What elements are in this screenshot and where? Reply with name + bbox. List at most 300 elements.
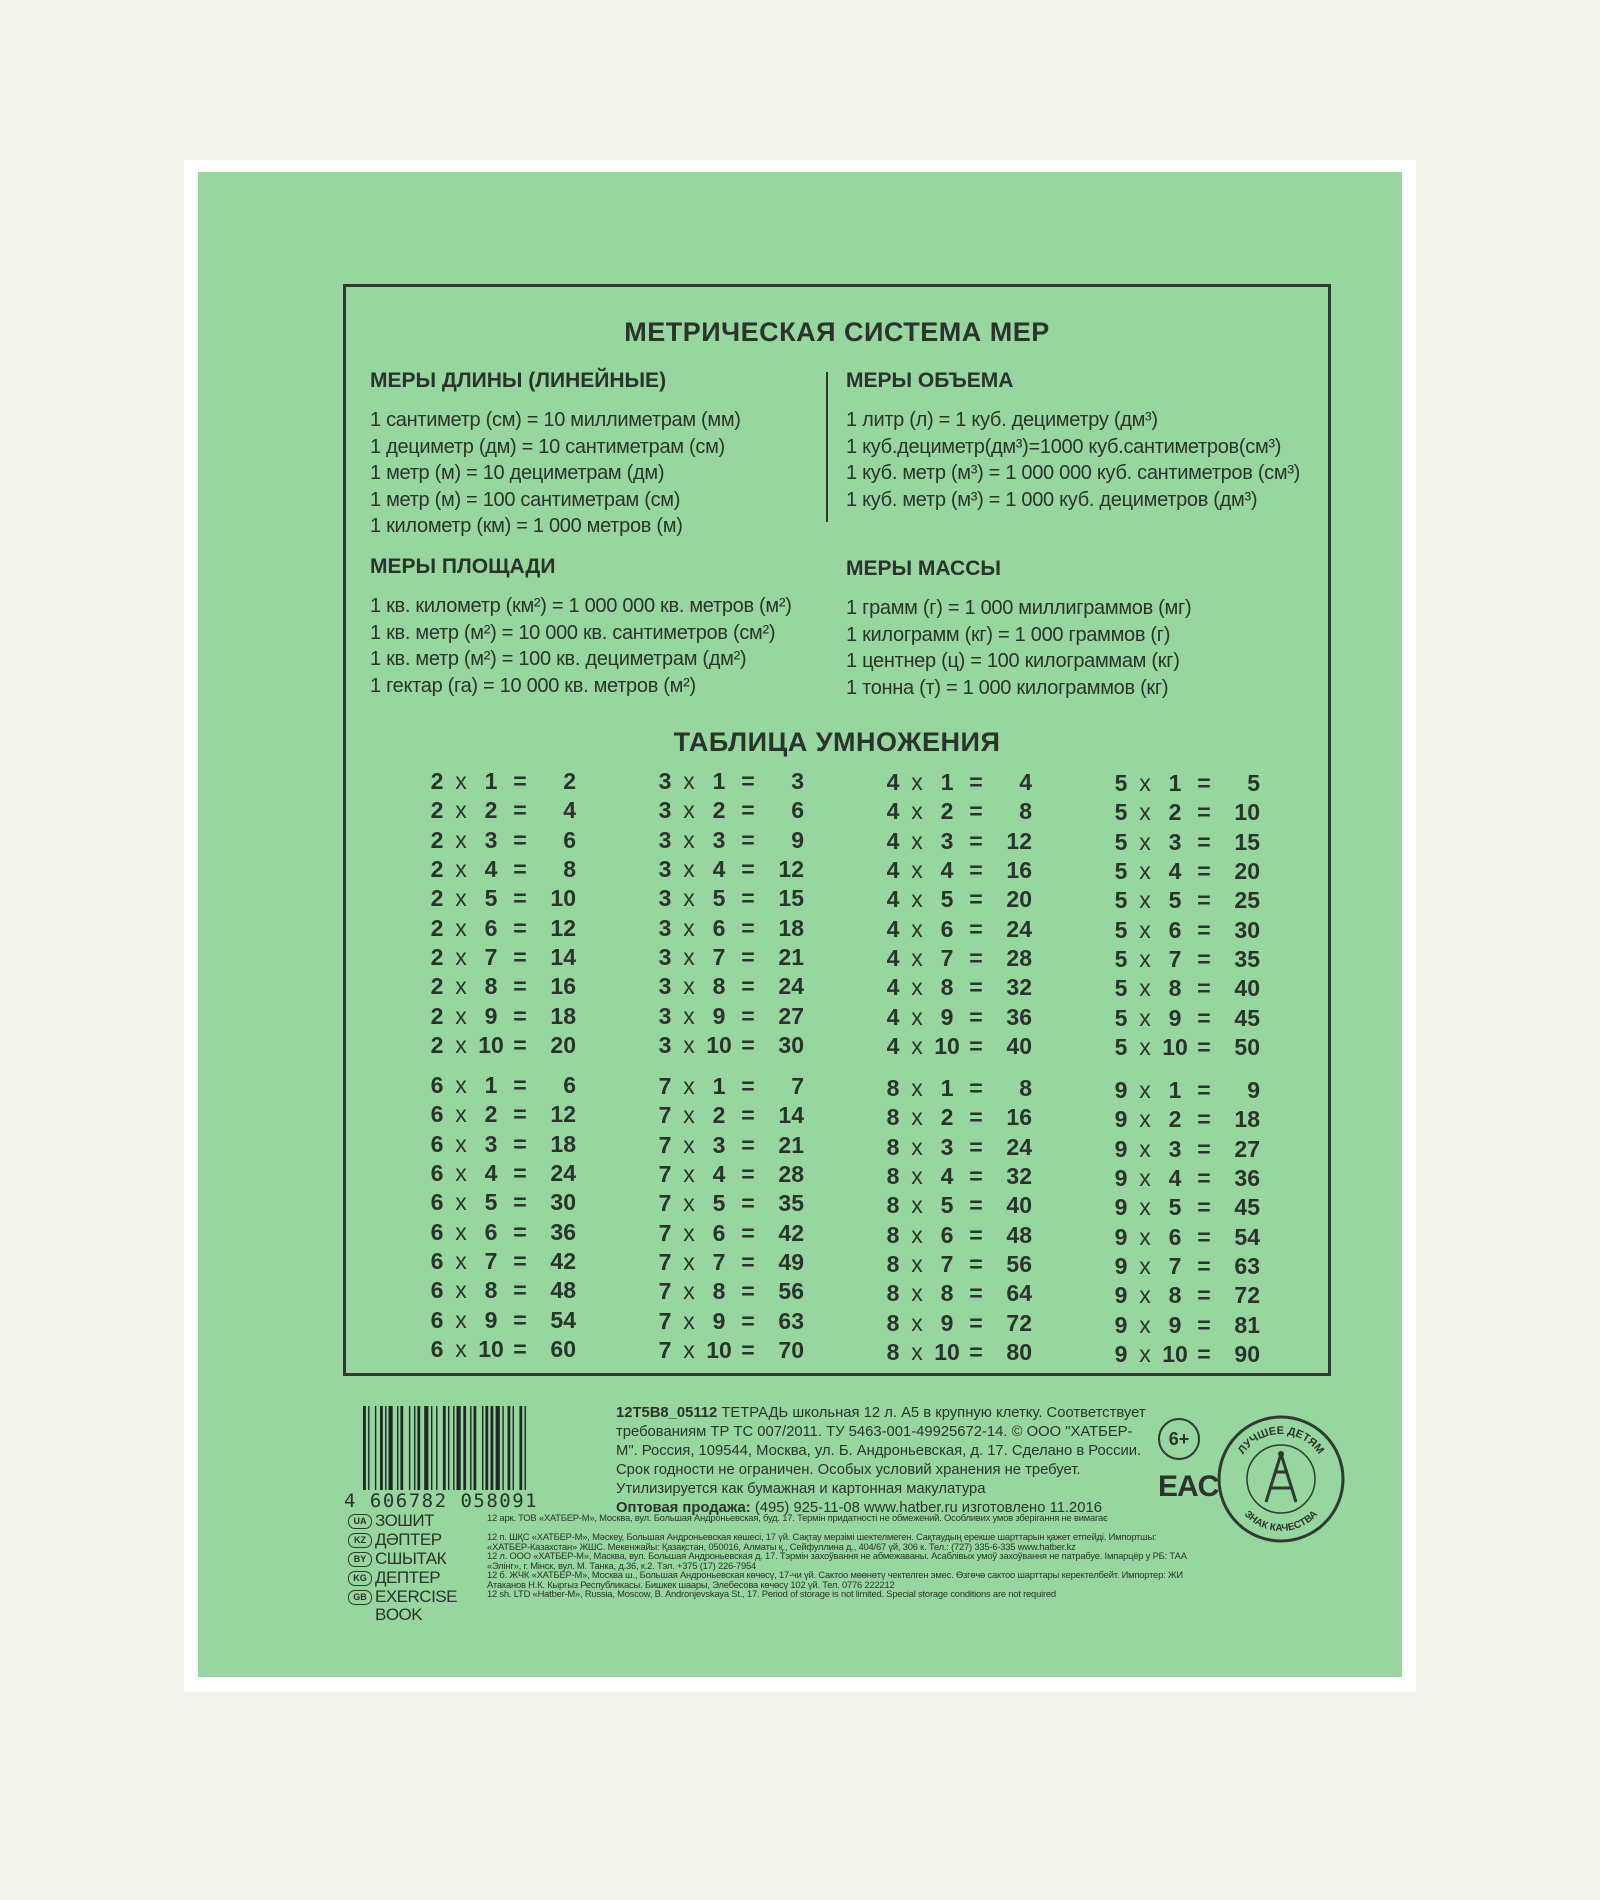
factor-a: 8 xyxy=(886,1163,900,1190)
equals-sign: = xyxy=(1197,975,1211,1002)
language-text: 12 б. ЖЧК «ХАТБЕР-М», Москва ш., Большая Андроньевская көчөсү, 17-чи үй. Сактоо мөөнөтү чектелген эмес. Өзгөчө сактоо шарттары керектелбейт. Импортер: ЖИ Атаканов Н.К. Кыргыз Республикасы. Бишкек шаары, Элебесова көчөсү 102 үй. Тел. 0776 222212 xyxy=(487,1569,1183,1590)
length-line: 1 метр (м) = 100 сантиметрам (см) xyxy=(370,488,681,511)
product-value: 35 xyxy=(778,1190,804,1217)
multiplication-row xyxy=(882,944,1032,973)
factor-a: 6 xyxy=(430,1335,444,1362)
equals-sign: = xyxy=(969,1003,983,1030)
volume-line: 1 куб.дециметр(дм³)=1000 куб.сантиметров(см³) xyxy=(846,435,1282,458)
product-value: 20 xyxy=(1006,886,1032,913)
multiplication-row xyxy=(882,827,1032,856)
times-sign: x xyxy=(911,944,923,971)
multiplication-row xyxy=(654,796,804,825)
multiplication-row xyxy=(882,1002,1032,1031)
factor-a: 8 xyxy=(886,1133,900,1160)
volume-line: 1 куб. метр (м³) = 1 000 куб. дециметров (дм³) xyxy=(846,488,1258,511)
factor-b: 1 xyxy=(1168,1077,1182,1104)
factor-a: 4 xyxy=(886,944,900,971)
factor-b: 10 xyxy=(706,1336,732,1363)
multiplication-row xyxy=(882,797,1032,826)
product-value: 20 xyxy=(550,1031,576,1058)
equals-sign: = xyxy=(969,1250,983,1277)
multiplication-row xyxy=(1110,974,1260,1003)
times-sign: x xyxy=(911,1104,923,1131)
equals-sign: = xyxy=(1197,1165,1211,1192)
multiplication-row xyxy=(1110,1281,1260,1310)
factor-b: 3 xyxy=(1168,828,1182,855)
factor-b: 1 xyxy=(1168,770,1182,797)
factor-b: 1 xyxy=(712,1073,726,1100)
equals-sign: = xyxy=(741,797,755,824)
factor-b: 8 xyxy=(484,1277,498,1304)
multiplication-row xyxy=(1110,1252,1260,1281)
factor-a: 4 xyxy=(886,886,900,913)
product-value: 54 xyxy=(550,1306,576,1333)
product-value: 24 xyxy=(1006,1133,1032,1160)
product-value: 18 xyxy=(550,1130,576,1157)
factor-b: 1 xyxy=(712,768,726,795)
seal-text-top: ЛУЧШЕЕ ДЕТЯМ xyxy=(1235,1424,1327,1457)
product-value: 63 xyxy=(778,1307,804,1334)
multiplication-row xyxy=(654,1072,804,1101)
multiplication-row xyxy=(1110,915,1260,944)
multiplication-row xyxy=(1110,857,1260,886)
product-value: 24 xyxy=(550,1160,576,1187)
product-value: 80 xyxy=(1006,1338,1032,1365)
product-value: 21 xyxy=(778,1131,804,1158)
equals-sign: = xyxy=(1197,1311,1211,1338)
factor-a: 9 xyxy=(1114,1165,1128,1192)
factor-b: 4 xyxy=(1168,858,1182,885)
product-value: 35 xyxy=(1234,945,1260,972)
multiplication-row xyxy=(882,1191,1032,1220)
multiplication-row xyxy=(882,1032,1032,1061)
volume-line: 1 литр (л) = 1 куб. дециметру (дм³) xyxy=(846,409,1158,431)
factor-b: 2 xyxy=(712,797,726,824)
product-value: 90 xyxy=(1234,1340,1260,1367)
factor-a: 9 xyxy=(1114,1340,1128,1367)
factor-b: 9 xyxy=(1168,1311,1182,1338)
times-sign: x xyxy=(911,1338,923,1365)
multiplication-row xyxy=(882,973,1032,1002)
factor-a: 5 xyxy=(1114,828,1128,855)
multiplication-row xyxy=(654,855,804,884)
multiplication-row xyxy=(1110,886,1260,915)
factor-b: 2 xyxy=(712,1102,726,1129)
language-name: ДЕПТЕР xyxy=(375,1568,441,1587)
length-line: 1 километр (км) = 1 000 метров (м) xyxy=(370,515,683,537)
times-sign: x xyxy=(683,826,695,853)
mass-measures-title: МЕРЫ МАССЫ xyxy=(846,557,1001,580)
equals-sign: = xyxy=(969,1309,983,1336)
product-value: 36 xyxy=(550,1218,576,1245)
factor-a: 9 xyxy=(1114,1223,1128,1250)
times-sign: x xyxy=(455,1072,467,1099)
equals-sign: = xyxy=(741,768,755,795)
equals-sign: = xyxy=(741,914,755,941)
equals-sign: = xyxy=(1197,1135,1211,1162)
equals-sign: = xyxy=(741,1002,755,1029)
multiplication-row xyxy=(426,767,576,796)
factor-a: 2 xyxy=(430,797,444,824)
multiplication-table-title: ТАБЛИЦА УМНОЖЕНИЯ xyxy=(673,727,1001,757)
language-text: 12 sh. LTD «Hatber-M», Russia, Moscow, B. Andronjevskaya St., 17. Period of storage is not limited. Special storage conditions are not required xyxy=(487,1588,1056,1599)
factor-a: 4 xyxy=(886,857,900,884)
factor-b: 10 xyxy=(934,1338,960,1365)
factor-b: 7 xyxy=(712,943,726,970)
language-name: ДӘПТЕР xyxy=(375,1530,442,1549)
times-sign: x xyxy=(911,1192,923,1219)
factor-a: 4 xyxy=(886,915,900,942)
factor-b: 7 xyxy=(1168,945,1182,972)
factor-b: 5 xyxy=(1168,1194,1182,1221)
multiplication-row xyxy=(426,943,576,972)
times-table-2 xyxy=(426,767,576,1060)
multiplication-row xyxy=(882,1220,1032,1249)
product-value: 45 xyxy=(1234,1004,1260,1031)
product-value: 4 xyxy=(563,797,576,824)
equals-sign: = xyxy=(969,1032,983,1059)
factor-b: 2 xyxy=(484,797,498,824)
equals-sign: = xyxy=(741,856,755,883)
times-sign: x xyxy=(1139,887,1151,914)
factor-a: 4 xyxy=(886,798,900,825)
language-text: 12 п. ШҚС «ХАТБЕР-М», Мәскеу, Большая Андроньевская көшесі, 17 үй. Сақтау мерзімі шектелмеген. Сақтаудың ерекше шарттарын қажет етпейді. Импортшы: «ХАТБЕР-Казахстан» ЖШС. Мекенжайы: Қазақстан, 050016, Алматы қ., Сейфуллина д., 404/67 үй, 306 к. Тел.: (727) 335-6-335 www.hatber.kz xyxy=(487,1531,1157,1552)
multiplication-row xyxy=(426,826,576,855)
times-sign: x xyxy=(911,1221,923,1248)
factor-a: 9 xyxy=(1114,1077,1128,1104)
product-value: 6 xyxy=(563,1072,576,1099)
multiplication-row xyxy=(654,826,804,855)
times-sign: x xyxy=(683,1031,695,1058)
product-value: 18 xyxy=(1234,1106,1260,1133)
product-code: 12Т5В8_05112 xyxy=(616,1405,718,1421)
product-value: 15 xyxy=(1234,828,1260,855)
factor-a: 5 xyxy=(1114,945,1128,972)
multiplication-row xyxy=(882,1279,1032,1308)
factor-b: 10 xyxy=(1162,1340,1188,1367)
times-sign: x xyxy=(455,1306,467,1333)
factor-b: 2 xyxy=(940,1104,954,1131)
factor-b: 3 xyxy=(1168,1135,1182,1162)
factor-a: 2 xyxy=(430,856,444,883)
multiplication-row xyxy=(654,1277,804,1306)
volume-measures-title: МЕРЫ ОБЪЕМА xyxy=(846,369,1014,392)
equals-sign: = xyxy=(1197,1282,1211,1309)
multiplication-row xyxy=(882,1338,1032,1367)
factor-b: 8 xyxy=(1168,1282,1182,1309)
barcode xyxy=(359,1406,589,1496)
factor-a: 5 xyxy=(1114,858,1128,885)
factor-b: 10 xyxy=(1162,1033,1188,1060)
area-line: 1 кв. метр (м²) = 10 000 кв. сантиметров (см²) xyxy=(370,621,776,644)
factor-a: 9 xyxy=(1114,1106,1128,1133)
multiplication-row xyxy=(426,1071,576,1100)
language-code: KZ xyxy=(348,1533,372,1548)
product-value: 45 xyxy=(1234,1194,1260,1221)
factor-b: 6 xyxy=(484,914,498,941)
equals-sign: = xyxy=(741,1190,755,1217)
times-sign: x xyxy=(683,856,695,883)
multiplication-row xyxy=(426,796,576,825)
equals-sign: = xyxy=(969,1075,983,1102)
times-sign: x xyxy=(1139,1340,1151,1367)
multiplication-row xyxy=(882,1250,1032,1279)
factor-b: 10 xyxy=(478,1031,504,1058)
multiplication-row xyxy=(1110,828,1260,857)
factor-b: 7 xyxy=(712,1248,726,1275)
times-sign: x xyxy=(455,1247,467,1274)
times-sign: x xyxy=(1139,1252,1151,1279)
factor-b: 9 xyxy=(484,1002,498,1029)
product-value: 40 xyxy=(1234,975,1260,1002)
factor-b: 8 xyxy=(940,1280,954,1307)
mass-line: 1 центнер (ц) = 100 килограммам (кг) xyxy=(846,650,1180,672)
times-sign: x xyxy=(911,886,923,913)
multiplication-row xyxy=(654,1131,804,1160)
product-value: 4 xyxy=(1019,769,1032,796)
factor-b: 4 xyxy=(1168,1165,1182,1192)
language-name: СШЫТАК xyxy=(375,1549,446,1568)
equals-sign: = xyxy=(513,914,527,941)
equals-sign: = xyxy=(741,973,755,1000)
multiplication-row xyxy=(882,885,1032,914)
product-value: 5 xyxy=(1247,770,1260,797)
multiplication-row xyxy=(426,1217,576,1246)
area-measures-title: МЕРЫ ПЛОЩАДИ xyxy=(370,555,556,578)
times-sign: x xyxy=(1139,770,1151,797)
multiplication-row xyxy=(654,767,804,796)
equals-sign: = xyxy=(969,915,983,942)
times-table-4 xyxy=(882,768,1032,1061)
product-value: 36 xyxy=(1234,1165,1260,1192)
product-value: 27 xyxy=(1234,1135,1260,1162)
multiplication-row xyxy=(1110,1033,1260,1062)
factor-b: 5 xyxy=(1168,887,1182,914)
factor-a: 8 xyxy=(886,1338,900,1365)
product-value: 12 xyxy=(1006,827,1032,854)
factor-b: 4 xyxy=(712,856,726,883)
equals-sign: = xyxy=(741,1102,755,1129)
equals-sign: = xyxy=(969,769,983,796)
multiplication-row xyxy=(654,884,804,913)
product-value: 16 xyxy=(1006,1104,1032,1131)
language-text: 12 арк. ТОВ «ХАТБЕР-М», Москва, вул. Большая Андроньевская, буд. 17. Термін придатності не обмежений. Особливих умов зберігання не вимагає xyxy=(487,1512,1108,1523)
factor-a: 5 xyxy=(1114,770,1128,797)
equals-sign: = xyxy=(741,1336,755,1363)
multiplication-row xyxy=(654,913,804,942)
product-value: 16 xyxy=(1006,857,1032,884)
factor-a: 9 xyxy=(1114,1252,1128,1279)
length-measures-title: МЕРЫ ДЛИНЫ (ЛИНЕЙНЫЕ) xyxy=(370,369,667,392)
product-value: 50 xyxy=(1234,1033,1260,1060)
length-line: 1 сантиметр (см) = 10 миллиметрам (мм) xyxy=(370,409,741,431)
multiplication-row xyxy=(654,943,804,972)
equals-sign: = xyxy=(969,827,983,854)
area-line: 1 кв. километр (км²) = 1 000 000 кв. метров (м²) xyxy=(370,595,792,617)
factor-b: 6 xyxy=(712,1219,726,1246)
product-value: 30 xyxy=(778,1031,804,1058)
times-sign: x xyxy=(911,1309,923,1336)
multiplication-row xyxy=(1110,1340,1260,1369)
mass-line: 1 тонна (т) = 1 000 килограммов (кг) xyxy=(846,676,1169,699)
multiplication-row xyxy=(654,1001,804,1030)
times-sign: x xyxy=(683,1073,695,1100)
wholesale-label: Оптовая продажа: xyxy=(616,1500,751,1516)
factor-a: 8 xyxy=(886,1250,900,1277)
equals-sign: = xyxy=(741,1248,755,1275)
equals-sign: = xyxy=(1197,1077,1211,1104)
equals-sign: = xyxy=(741,1307,755,1334)
factor-b: 4 xyxy=(940,1163,954,1190)
times-sign: x xyxy=(1139,975,1151,1002)
times-sign: x xyxy=(455,1002,467,1029)
factor-b: 2 xyxy=(1168,1106,1182,1133)
factor-a: 7 xyxy=(658,1336,672,1363)
factor-b: 5 xyxy=(712,1190,726,1217)
language-row xyxy=(348,1550,1197,1569)
times-sign: x xyxy=(1139,1165,1151,1192)
times-sign: x xyxy=(455,1218,467,1245)
factor-b: 2 xyxy=(1168,799,1182,826)
factor-a: 7 xyxy=(658,1161,672,1188)
factor-b: 7 xyxy=(940,1250,954,1277)
factor-b: 1 xyxy=(940,1075,954,1102)
factor-a: 2 xyxy=(430,826,444,853)
product-value: 49 xyxy=(778,1248,804,1275)
product-value: 70 xyxy=(778,1336,804,1363)
factor-b: 3 xyxy=(940,1133,954,1160)
equals-sign: = xyxy=(513,1189,527,1216)
equals-sign: = xyxy=(1197,858,1211,885)
factor-a: 9 xyxy=(1114,1135,1128,1162)
factor-b: 6 xyxy=(712,914,726,941)
multiplication-row xyxy=(1110,1222,1260,1251)
factor-b: 8 xyxy=(940,974,954,1001)
equals-sign: = xyxy=(513,943,527,970)
language-code: UA xyxy=(348,1514,372,1529)
times-sign: x xyxy=(1139,1077,1151,1104)
product-value: 21 xyxy=(778,943,804,970)
product-value: 32 xyxy=(1006,974,1032,1001)
product-value: 10 xyxy=(1234,799,1260,826)
factor-a: 5 xyxy=(1114,975,1128,1002)
product-value: 56 xyxy=(1006,1250,1032,1277)
times-sign: x xyxy=(1139,799,1151,826)
equals-sign: = xyxy=(741,943,755,970)
times-sign: x xyxy=(911,1003,923,1030)
factor-b: 9 xyxy=(484,1306,498,1333)
multiplication-row xyxy=(426,972,576,1001)
factor-a: 5 xyxy=(1114,799,1128,826)
equals-sign: = xyxy=(969,857,983,884)
factor-a: 6 xyxy=(430,1130,444,1157)
factor-b: 7 xyxy=(1168,1252,1182,1279)
times-sign: x xyxy=(1139,1223,1151,1250)
equals-sign: = xyxy=(969,1133,983,1160)
equals-sign: = xyxy=(1197,1004,1211,1031)
factor-a: 3 xyxy=(658,1002,672,1029)
factor-a: 2 xyxy=(430,1002,444,1029)
factor-b: 5 xyxy=(940,886,954,913)
product-value: 24 xyxy=(778,973,804,1000)
factor-a: 3 xyxy=(658,797,672,824)
times-sign: x xyxy=(455,1160,467,1187)
product-value: 28 xyxy=(778,1161,804,1188)
times-sign: x xyxy=(455,973,467,1000)
multiplication-row xyxy=(426,913,576,942)
factor-b: 3 xyxy=(484,1130,498,1157)
product-value: 42 xyxy=(778,1219,804,1246)
times-table-8 xyxy=(882,1074,1032,1367)
multiplication-row xyxy=(654,972,804,1001)
multiplication-row xyxy=(426,884,576,913)
factor-b: 5 xyxy=(484,1189,498,1216)
equals-sign: = xyxy=(513,1160,527,1187)
factor-a: 3 xyxy=(658,768,672,795)
equals-sign: = xyxy=(513,826,527,853)
volume-line: 1 куб. метр (м³) = 1 000 000 куб. сантиметров (см³) xyxy=(846,462,1301,484)
equals-sign: = xyxy=(1197,770,1211,797)
equals-sign: = xyxy=(741,1031,755,1058)
equals-sign: = xyxy=(513,768,527,795)
equals-sign: = xyxy=(513,885,527,912)
times-table-9 xyxy=(1110,1076,1260,1369)
product-value: 42 xyxy=(550,1247,576,1274)
factor-b: 9 xyxy=(712,1002,726,1029)
factor-b: 4 xyxy=(484,1160,498,1187)
times-sign: x xyxy=(911,915,923,942)
seal-text-bottom: ЗНАК КАЧЕСТВА xyxy=(1242,1508,1320,1535)
times-sign: x xyxy=(683,768,695,795)
factor-b: 9 xyxy=(940,1003,954,1030)
factor-a: 2 xyxy=(430,885,444,912)
factor-b: 10 xyxy=(706,1031,732,1058)
times-sign: x xyxy=(455,1130,467,1157)
times-sign: x xyxy=(1139,1106,1151,1133)
factor-a: 2 xyxy=(430,973,444,1000)
age-rating-badge: 6+ xyxy=(1158,1418,1200,1460)
multiplication-row xyxy=(426,855,576,884)
times-sign: x xyxy=(683,1190,695,1217)
multiplication-row xyxy=(1110,1164,1260,1193)
times-sign: x xyxy=(911,769,923,796)
area-measures-section xyxy=(370,555,792,699)
volume-measures-section xyxy=(846,369,1300,513)
times-sign: x xyxy=(1139,858,1151,885)
multiplication-row xyxy=(882,914,1032,943)
factor-a: 5 xyxy=(1114,1004,1128,1031)
factor-b: 8 xyxy=(484,973,498,1000)
equals-sign: = xyxy=(1197,1106,1211,1133)
multiplication-row xyxy=(882,1133,1032,1162)
wholesale-info: (495) 925-11-08 www.hatber.ru изготовлено 11.2016 xyxy=(754,1500,1102,1516)
eac-mark-icon: EAC xyxy=(1158,1470,1219,1503)
times-sign: x xyxy=(683,885,695,912)
factor-a: 6 xyxy=(430,1189,444,1216)
factor-b: 6 xyxy=(940,1221,954,1248)
equals-sign: = xyxy=(1197,828,1211,855)
factor-a: 8 xyxy=(886,1075,900,1102)
factor-b: 7 xyxy=(940,944,954,971)
multiplication-row xyxy=(1110,1076,1260,1105)
factor-a: 4 xyxy=(886,974,900,1001)
times-table-6 xyxy=(426,1071,576,1364)
equals-sign: = xyxy=(741,826,755,853)
factor-a: 2 xyxy=(430,1031,444,1058)
factor-b: 2 xyxy=(940,798,954,825)
multiplication-row xyxy=(882,1308,1032,1337)
factor-a: 6 xyxy=(430,1101,444,1128)
